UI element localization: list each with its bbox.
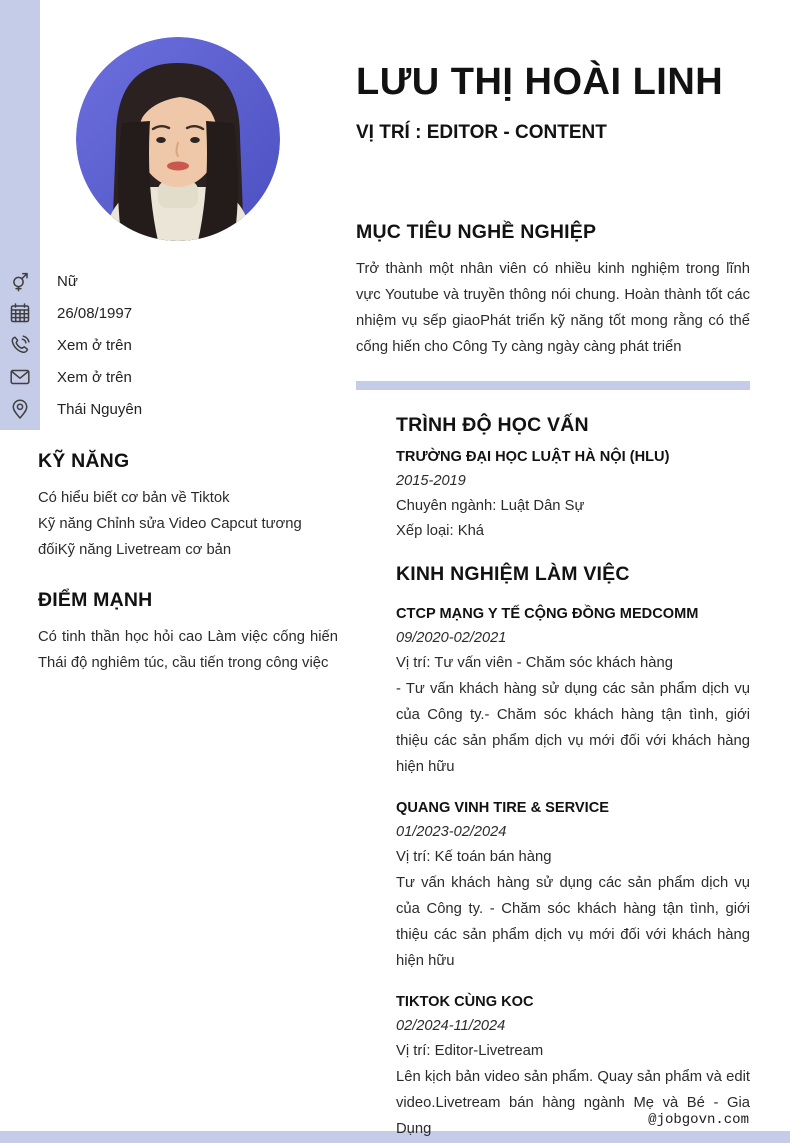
strengths-heading: ĐIỂM MẠNH xyxy=(38,589,153,611)
job-role: Vị trí: Tư vấn viên - Chăm sóc khách hàng xyxy=(396,655,673,672)
contact-item-location xyxy=(0,393,320,425)
objective-section xyxy=(356,221,750,360)
job-entry xyxy=(396,606,750,780)
strengths-body: Có tinh thần học hỏi cao Làm việc cống hiến Thái độ nghiêm túc, cầu tiến trong công việc xyxy=(38,629,338,671)
left-column xyxy=(38,450,338,676)
job-period: 09/2020-02/2021 xyxy=(396,630,507,647)
objective-body: Trở thành một nhân viên có nhiều kinh nghiệm trong lĩnh vực Youtube và truyền thông nói chung. Hoàn thành tốt các nhiệm vụ sếp giaoPhát triển kỹ năng tốt mong rằng có thể cống hiến cho Công Ty càng ngày càng phát triển xyxy=(356,261,750,356)
contact-value-email: Xem ở trên xyxy=(57,368,132,386)
job-period: 01/2023-02/2024 xyxy=(396,824,507,841)
calendar-icon xyxy=(0,301,40,325)
skills-line: Kỹ năng Chỉnh sửa Video Capcut tương đốiKỹ năng Livetream cơ bản xyxy=(38,516,302,558)
job-company: TIKTOK CÙNG KOC xyxy=(396,994,534,1011)
job-period: 02/2024-11/2024 xyxy=(396,1018,506,1035)
contact-item-gender xyxy=(0,265,320,297)
job-entry xyxy=(396,800,750,974)
contact-value-phone: Xem ở trên xyxy=(57,336,132,354)
contact-item-phone xyxy=(0,329,320,361)
page-title: LƯU THỊ HOÀI LINH xyxy=(356,61,724,103)
contact-item-email xyxy=(0,361,320,393)
profile-photo xyxy=(76,37,280,241)
contact-value-gender: Nữ xyxy=(57,272,78,290)
skills-line: Có hiểu biết cơ bản về Tiktok xyxy=(38,490,230,506)
mail-icon xyxy=(0,365,40,389)
skills-heading: KỸ NĂNG xyxy=(38,450,130,472)
job-role: Vị trí: Editor-Livetream xyxy=(396,1043,544,1060)
job-description: Lên kịch bản video sản phẩm. Quay sản phẩm và edit video.Livetream bán hàng ngành Mẹ và Bé - Gia Dụng xyxy=(396,1069,750,1138)
job-company: QUANG VINH TIRE & SERVICE xyxy=(396,800,609,817)
gender-icon xyxy=(0,269,40,293)
right-column xyxy=(356,58,750,1142)
job-description: Tư vấn khách hàng sử dụng các sản phẩm dịch vụ của Công ty. - Chăm sóc khách hàng tận tình, giới thiệu các sản phẩm dịch vụ mới đối với khách hàng hiện hữu xyxy=(396,875,750,970)
main-sections xyxy=(396,414,750,1142)
job-role: Vị trí: Kế toán bán hàng xyxy=(396,849,552,866)
school-name: TRƯỜNG ĐẠI HỌC LUẬT HÀ NỘI (HLU) xyxy=(396,449,670,466)
contact-value-birthday: 26/08/1997 xyxy=(57,304,133,322)
education-heading: TRÌNH ĐỘ HỌC VẤN xyxy=(396,414,589,437)
education-entry xyxy=(396,449,750,539)
avatar-illustration xyxy=(76,37,280,241)
section-divider xyxy=(356,381,750,390)
job-company: CTCP MẠNG Y TẾ CỘNG ĐỒNG MEDCOMM xyxy=(396,606,699,623)
position-subtitle: VỊ TRÍ : EDITOR - CONTENT xyxy=(356,122,607,144)
job-description: - Tư vấn khách hàng sử dụng các sản phẩm dịch vụ của Công ty.- Chăm sóc khách hàng tận tình, giới thiệu các sản phẩm dịch vụ mới đối với khách hàng hiện hữu xyxy=(396,681,750,776)
location-icon xyxy=(0,397,40,421)
watermark: @jobgovn.com xyxy=(648,1112,749,1128)
experience-heading: KINH NGHIỆM LÀM VIỆC xyxy=(396,563,630,586)
education-grade: Xếp loại: Khá xyxy=(396,523,485,540)
education-period: 2015-2019 xyxy=(396,473,466,490)
strengths-section xyxy=(38,589,338,676)
objective-heading: MỤC TIÊU NGHỀ NGHIỆP xyxy=(356,221,597,244)
contact-item-birthday xyxy=(0,297,320,329)
contact-list xyxy=(0,265,320,425)
education-major: Chuyên ngành: Luật Dân Sự xyxy=(396,498,585,515)
contact-value-location: Thái Nguyên xyxy=(57,400,143,418)
phone-icon xyxy=(0,333,40,357)
